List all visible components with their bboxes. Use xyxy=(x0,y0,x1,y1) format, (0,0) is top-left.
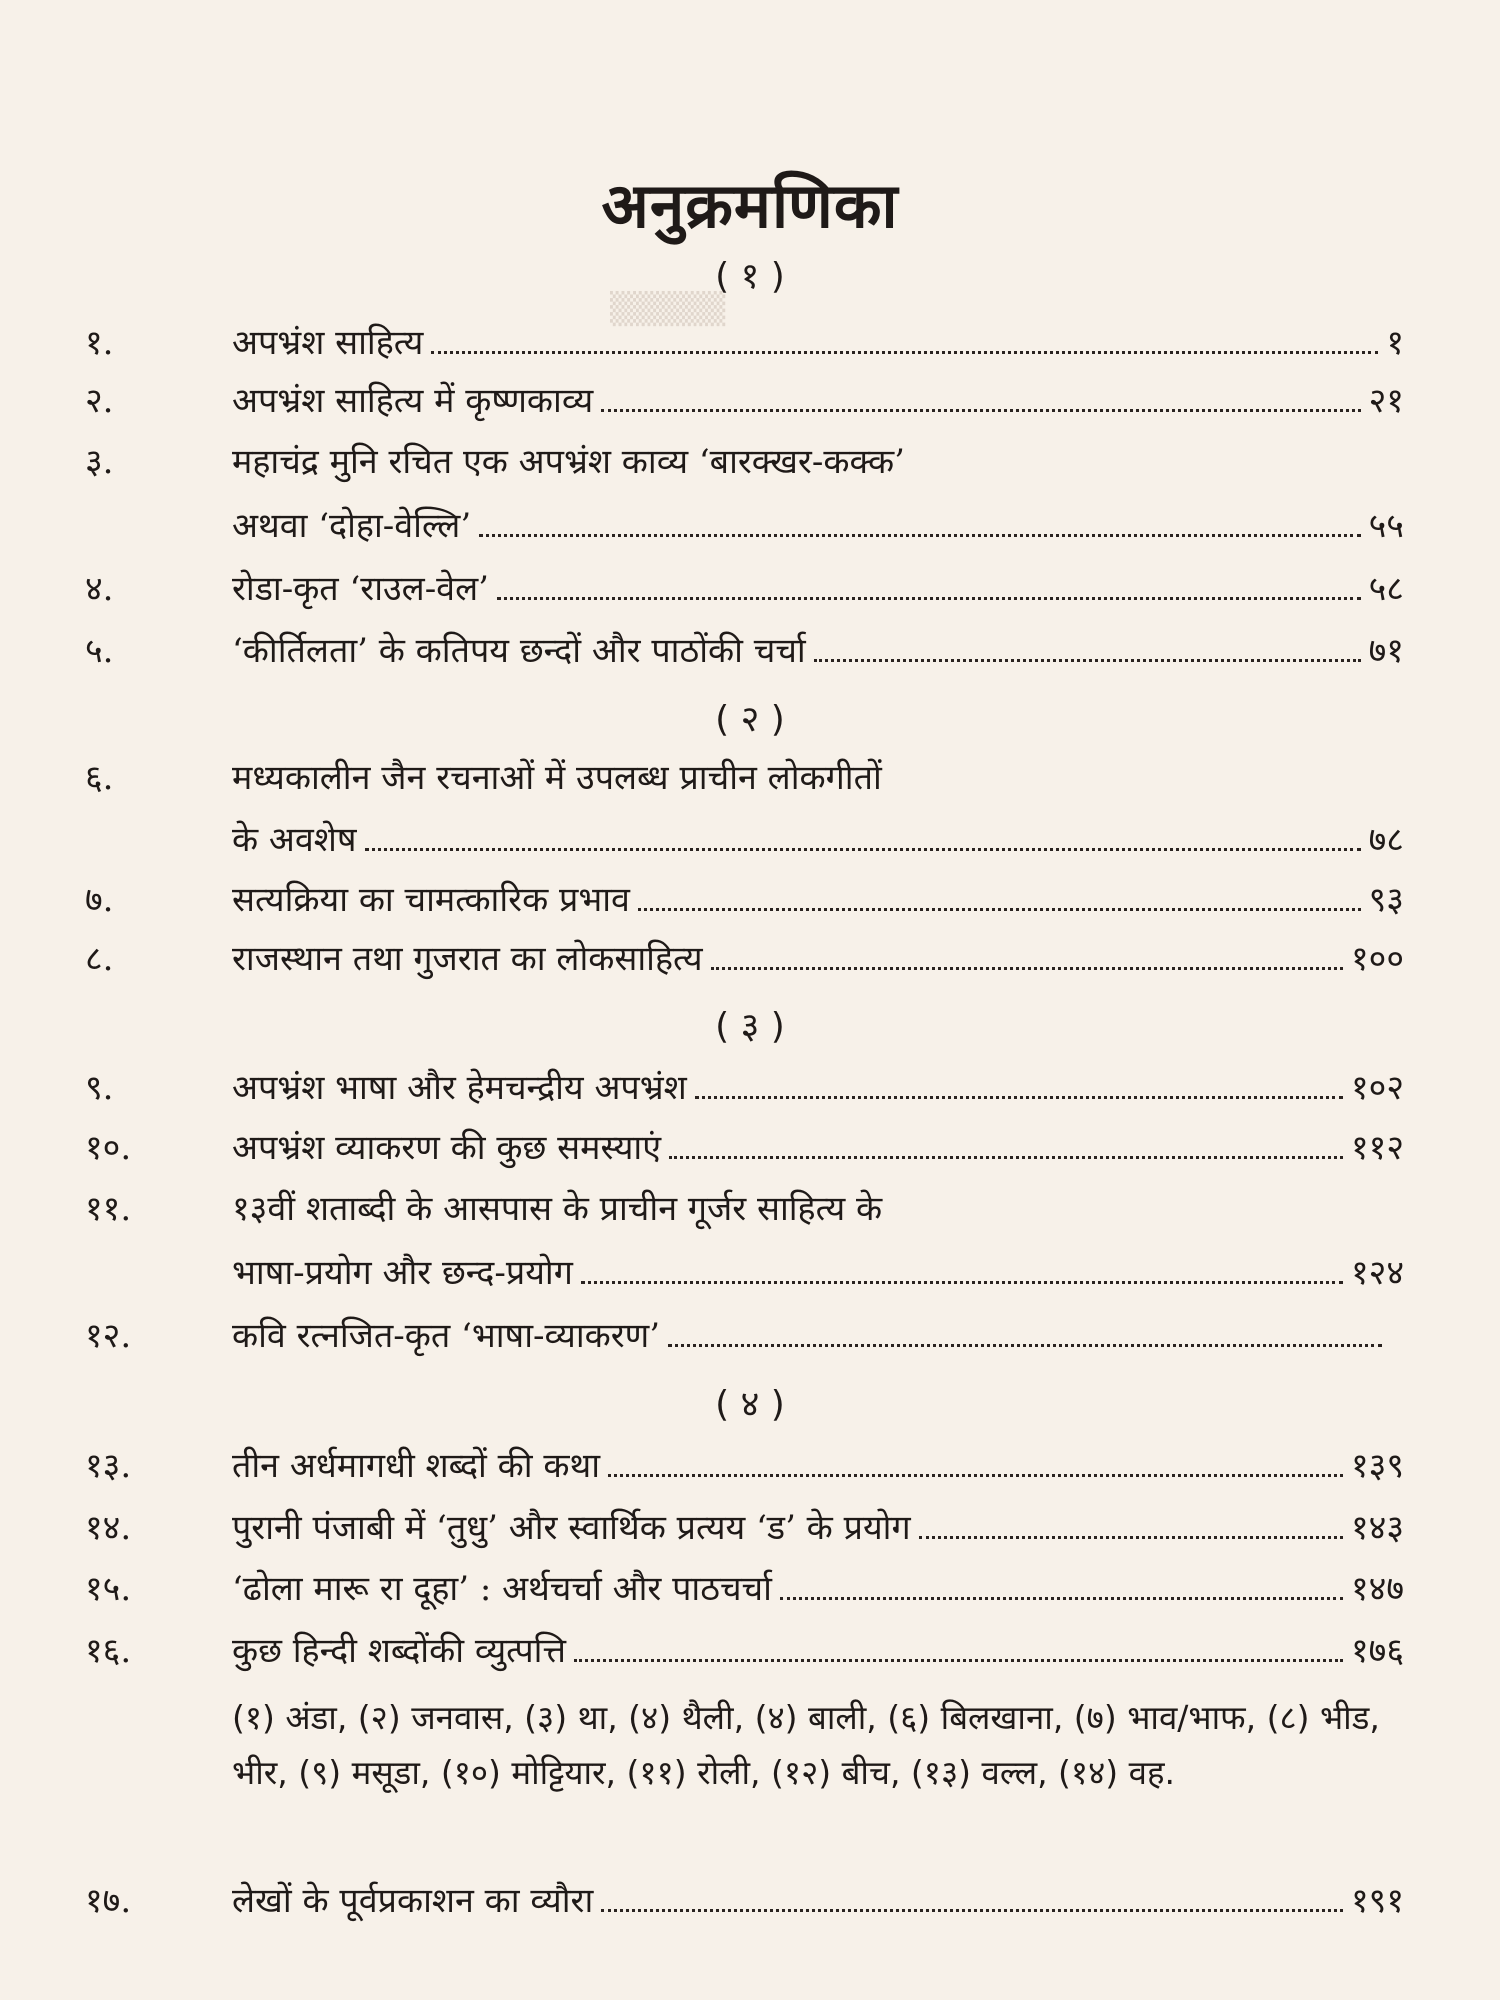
entry-number: ८. xyxy=(85,939,114,979)
entry-number: ४. xyxy=(85,569,114,609)
entry-page: १९१ xyxy=(1350,1881,1404,1921)
entry-page: १४३ xyxy=(1350,1508,1404,1548)
entry-title: अपभ्रंश साहित्य में कृष्णकाव्य xyxy=(232,381,594,421)
entry-page: ५८ xyxy=(1368,569,1404,609)
section-heading-1: ( १ ) xyxy=(715,256,785,297)
toc-entry[interactable] xyxy=(0,1875,1500,1927)
entry-page: ७१ xyxy=(1368,631,1404,671)
toc-entry[interactable] xyxy=(0,375,1500,427)
entry-title: ‘ढोला मारू रा दूहा’ : अर्थचर्चा और पाठचर्चा xyxy=(232,1569,772,1609)
entry-page: २१ xyxy=(1368,381,1404,421)
leader-dots xyxy=(608,1444,1343,1477)
toc-entry-continuation[interactable] xyxy=(0,1247,1500,1299)
entry-title: अपभ्रंश व्याकरण की कुछ समस्याएं xyxy=(232,1128,662,1168)
entry-page: १३९ xyxy=(1350,1446,1404,1486)
toc-entry[interactable] xyxy=(0,874,1500,926)
toc-entry[interactable] xyxy=(0,1502,1500,1554)
entry-title: कवि रत्नजित-कृत ‘भाषा-व्याकरण’ xyxy=(232,1316,661,1356)
leader-dots xyxy=(601,379,1360,412)
entry-number: १३. xyxy=(85,1446,132,1486)
entry-title: लेखों के पूर्वप्रकाशन का व्यौरा xyxy=(232,1881,594,1921)
entry-number: १. xyxy=(85,323,114,363)
section-heading-3: ( ३ ) xyxy=(715,1006,785,1047)
entry-number: ५. xyxy=(85,631,114,671)
entry-title: सत्यक्रिया का चामत्कारिक प्रभाव xyxy=(232,880,630,920)
page-title: अनुक्रमणिका xyxy=(601,169,899,242)
leader-dots xyxy=(479,504,1360,537)
toc-entry[interactable] xyxy=(0,1563,1500,1615)
leader-dots xyxy=(919,1506,1343,1539)
leader-dots xyxy=(669,1126,1343,1159)
entry-number: १७. xyxy=(85,1881,132,1921)
entry-number: ३. xyxy=(85,442,114,482)
entry-page: १ xyxy=(1386,323,1404,363)
entry-title: मध्यकालीन जैन रचनाओं में उपलब्ध प्राचीन लोकगीतों xyxy=(232,758,882,798)
entry-title: अपभ्रंश भाषा और हेमचन्द्रीय अपभ्रंश xyxy=(232,1068,687,1108)
entry-page: १०२ xyxy=(1350,1068,1404,1108)
leader-dots xyxy=(601,1879,1343,1912)
entry-title: १३वीं शताब्दी के आसपास के प्राचीन गूर्जर साहित्य के xyxy=(232,1189,883,1229)
entry-title-continuation: भाषा-प्रयोग और छन्द-प्रयोग xyxy=(232,1253,573,1293)
leader-dots xyxy=(497,567,1361,600)
word-sublist: (१) अंडा, (२) जनवास, (३) था, (४) थैली, (४) बाली, (६) बिलखाना, (७) भाव/भाफ, (८) भीड, भीर, (९) मसूडा, (१०) मोट्टियार, (११) रोली, (१२) बीच, (१३) वल्ल, (१४) वह. xyxy=(232,1698,1380,1792)
entry-title: तीन अर्धमागधी शब्दों की कथा xyxy=(232,1446,601,1486)
entry-number: ७. xyxy=(85,880,114,920)
entry-number: ९. xyxy=(85,1068,114,1108)
entry-page: ५५ xyxy=(1368,506,1404,546)
toc-entry[interactable] xyxy=(0,933,1500,985)
entry-title: राजस्थान तथा गुजरात का लोकसाहित्य xyxy=(232,939,703,979)
toc-entry-continuation[interactable] xyxy=(0,814,1500,866)
entry-title: पुरानी पंजाबी में ‘तुधु’ और स्वार्थिक प्रत्यय ‘ड’ के प्रयोग xyxy=(232,1508,911,1548)
entry-page: ११२ xyxy=(1350,1128,1404,1168)
toc-entry[interactable] xyxy=(0,1310,1500,1362)
leader-dots xyxy=(431,321,1378,354)
entry-title: अपभ्रंश साहित्य xyxy=(232,323,424,363)
entry-page: १२४ xyxy=(1350,1253,1404,1293)
entry-number: ११. xyxy=(85,1189,132,1229)
entry-number: १६. xyxy=(85,1631,132,1671)
entry-number: १२. xyxy=(85,1316,132,1356)
toc-entry[interactable] xyxy=(0,436,1500,488)
toc-entry[interactable] xyxy=(0,625,1500,677)
toc-entry[interactable] xyxy=(0,563,1500,615)
entry-number: २. xyxy=(85,381,114,421)
leader-dots xyxy=(780,1567,1343,1600)
toc-entry[interactable] xyxy=(0,1183,1500,1235)
toc-entry-continuation[interactable] xyxy=(0,500,1500,552)
entry-page: १७६ xyxy=(1350,1631,1404,1671)
entry-title: रोडा-कृत ‘राउल-वेल’ xyxy=(232,569,489,609)
leader-dots xyxy=(814,629,1361,662)
entry-title: कुछ हिन्दी शब्दोंकी व्युत्पत्ति xyxy=(232,1631,566,1671)
toc-entry[interactable] xyxy=(0,1625,1500,1677)
entry-number: १०. xyxy=(85,1128,132,1168)
leader-dots xyxy=(638,878,1361,911)
entry-number: ६. xyxy=(85,758,114,798)
toc-entry[interactable] xyxy=(0,1440,1500,1492)
leader-dots xyxy=(581,1251,1343,1284)
toc-entry[interactable] xyxy=(0,1122,1500,1174)
entry-number: १४. xyxy=(85,1508,132,1548)
leader-dots xyxy=(711,937,1343,970)
entry-title-continuation: अथवा ‘दोहा-वेल्लि’ xyxy=(232,506,472,546)
section-heading-4: ( ४ ) xyxy=(715,1384,785,1425)
toc-entry[interactable] xyxy=(0,752,1500,804)
entry-title: ‘कीर्तिलता’ के कतिपय छन्दों और पाठोंकी चर्चा xyxy=(232,631,806,671)
leader-dots xyxy=(668,1314,1382,1347)
bleed-through-text: ▒▒▒▒▒ xyxy=(610,292,726,327)
entry-page: ९३ xyxy=(1368,880,1404,920)
entry-title-continuation: के अवशेष xyxy=(232,820,357,860)
toc-entry[interactable] xyxy=(0,1062,1500,1114)
entry-page: १०० xyxy=(1350,939,1404,979)
toc-entry[interactable] xyxy=(0,317,1500,369)
leader-dots xyxy=(695,1066,1343,1099)
entry-number: १५. xyxy=(85,1569,132,1609)
entry-page: १४७ xyxy=(1350,1569,1404,1609)
leader-dots xyxy=(574,1629,1343,1662)
entry-page: ७८ xyxy=(1368,820,1404,860)
leader-dots xyxy=(365,818,1361,851)
section-heading-2: ( २ ) xyxy=(715,699,785,740)
entry-title: महाचंद्र मुनि रचित एक अपभ्रंश काव्य ‘बारक्खर-कक्क’ xyxy=(232,442,905,482)
